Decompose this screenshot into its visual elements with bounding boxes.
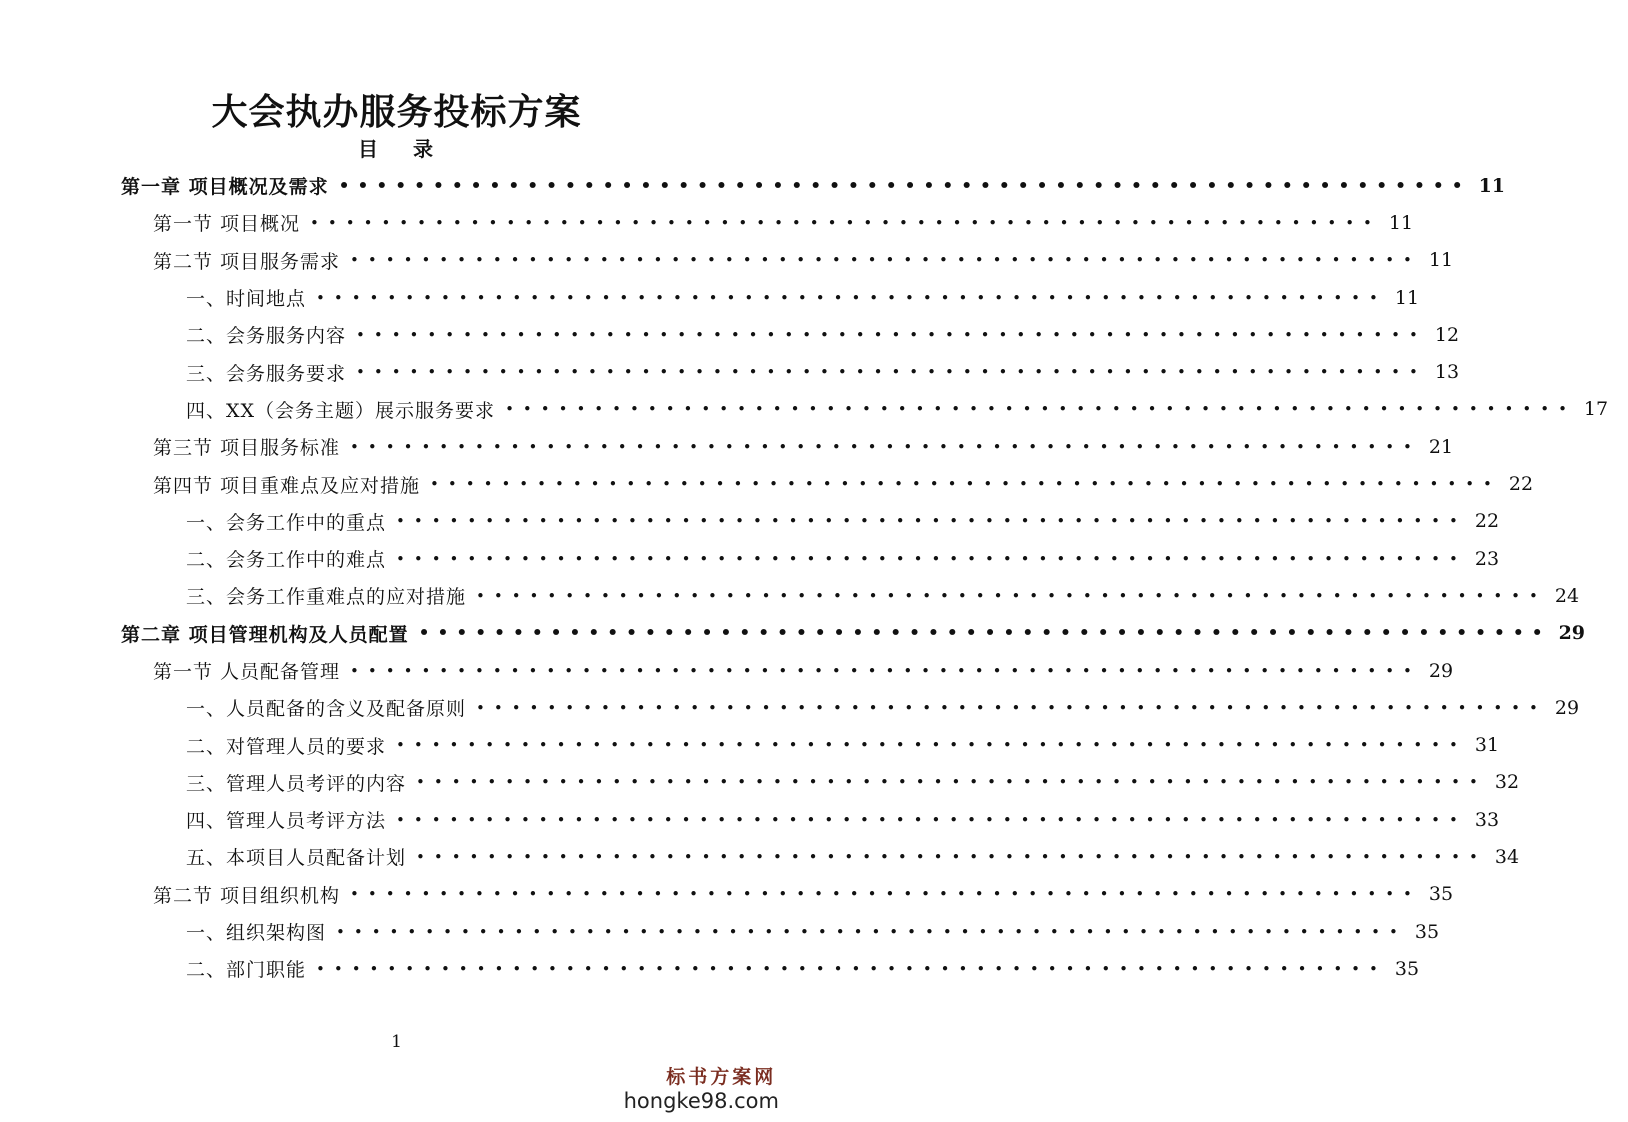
toc-entry[interactable] (0, 801, 1500, 838)
toc-entry-title: 四、管理人员考评方法 (186, 810, 387, 833)
toc-entry-title: 三、会务工作重难点的应对措施 (186, 586, 467, 609)
toc-entry[interactable] (0, 279, 1420, 316)
toc-leader-dots: •••••••••••••••••••••••••••••••••••••••••••••••••••••••••••• (350, 437, 1421, 456)
toc-entry[interactable] (0, 204, 1414, 241)
toc-leader-dots: •••••••••••••••••••••••••••••••••••••••••••••••••••••••••••• (336, 922, 1407, 941)
toc-entry-title: 二、部门职能 (186, 959, 307, 982)
toc-leader-dots: •••••••••••••••••••••••••••••••••••••••••••••••••••••••••••• (356, 363, 1427, 382)
toc-leader-dots: •••••••••••••••••••••••••••••••••••••••••••••••••••••••••••• (310, 213, 1381, 232)
toc-leader-dots: •••••••••••••••••••••••••••••••••••••••••••••••••••••••••••• (430, 475, 1501, 494)
toc-entry-title: 第三节 项目服务标准 (153, 437, 341, 460)
toc-leader-dots: •••••••••••••••••••••••••••••••••••••••••••••••••••••••••••• (416, 773, 1487, 792)
toc-leader-dots: •••••••••••••••••••••••••••••••••••••••••••••••••••••••••••• (396, 549, 1467, 568)
toc-entry-page: 35 (1414, 920, 1440, 943)
toc-entry-page: 31 (1474, 734, 1500, 757)
toc-entry[interactable] (0, 652, 1454, 689)
watermark-url: hongke98.com (623, 1089, 779, 1113)
toc-leader-dots: •••••••••••••••••••••••••••••••••••••••••••••••••••••••••••• (476, 586, 1547, 605)
watermark (624, 1068, 779, 1112)
toc-entry-page: 22 (1508, 473, 1534, 496)
toc-entry-page: 34 (1494, 845, 1520, 868)
toc-leader-dots: •••••••••••••••••••••••••••••••••••••••••••••••••••••••••••• (350, 661, 1421, 680)
toc-leader-dots: •••••••••••••••••••••••••••••••••••••••••••••••••••••••••••• (338, 175, 1471, 196)
toc-entry[interactable] (0, 316, 1460, 353)
toc-entry[interactable] (0, 167, 1506, 204)
toc-leader-dots: •••••••••••••••••••••••••••••••••••••••••••••••••••••••••••• (396, 736, 1467, 755)
toc-entry-title: 五、本项目人员配备计划 (186, 847, 407, 870)
toc-entry-title: 一、人员配备的含义及配备原则 (186, 698, 467, 721)
toc-entry-title: 二、对管理人员的要求 (186, 735, 387, 758)
toc-entry-page: 22 (1474, 510, 1500, 533)
toc-entry-title: 一、会务工作中的重点 (186, 511, 387, 534)
toc-entry-title: 第一节 人员配备管理 (153, 661, 341, 683)
toc-entry-page: 21 (1428, 435, 1454, 458)
toc-entry[interactable] (0, 465, 1534, 502)
toc-entry-page: 11 (1388, 211, 1414, 234)
toc-leader-dots: •••••••••••••••••••••••••••••••••••••••••••••••••••••••••••• (316, 959, 1387, 978)
toc-leader-dots: •••••••••••••••••••••••••••••••••••••••••••••••••••••••••••• (396, 512, 1467, 531)
toc-entry[interactable] (0, 950, 1420, 987)
toc-entry[interactable] (0, 540, 1500, 577)
toc-entry-page: 29 (1558, 622, 1586, 645)
toc-entry-title: 三、会务服务要求 (186, 362, 347, 385)
toc-entry-title: 一、时间地点 (186, 288, 307, 311)
page-number: 1 (391, 1032, 402, 1052)
toc-entry-title: 四、XX（会务主题）展示服务要求 (186, 399, 496, 422)
document-title: 大会执办服务投标方案 (211, 91, 582, 133)
toc-entry[interactable] (0, 503, 1500, 540)
toc-entry-title: 一、组织架构图 (186, 922, 327, 945)
toc-entry-title: 第二节 项目服务需求 (153, 250, 341, 273)
toc-entry[interactable] (0, 726, 1500, 763)
toc-entry[interactable] (0, 615, 1586, 652)
toc-entry[interactable] (0, 428, 1454, 465)
toc-entry-title: 二、会务工作中的难点 (186, 549, 387, 572)
toc-entry-title: 第四节 项目重难点及应对措施 (153, 474, 421, 497)
toc-entry[interactable] (0, 876, 1454, 913)
table-of-contents (0, 167, 1609, 988)
toc-entry[interactable] (0, 764, 1520, 801)
toc-leader-dots: •••••••••••••••••••••••••••••••••••••••••••••••••••••••••••• (505, 400, 1576, 419)
toc-entry-page: 32 (1494, 771, 1520, 794)
toc-heading: 目 录 (358, 137, 447, 161)
toc-leader-dots: •••••••••••••••••••••••••••••••••••••••••••••••••••••••••••• (416, 847, 1487, 866)
toc-entry-title: 三、管理人员考评的内容 (186, 772, 407, 795)
toc-entry-page: 13 (1434, 361, 1460, 384)
toc-entry-title: 二、会务服务内容 (186, 325, 347, 348)
toc-leader-dots: •••••••••••••••••••••••••••••••••••••••••••••••••••••••••••• (356, 325, 1427, 344)
toc-entry-title: 第二章 项目管理机构及人员配置 (121, 623, 409, 646)
toc-leader-dots: •••••••••••••••••••••••••••••••••••••••••••••••••••••••••••• (396, 810, 1467, 829)
toc-entry-title: 第二节 项目组织机构 (153, 884, 341, 907)
toc-entry-title: 第一节 项目概况 (153, 213, 301, 236)
toc-entry[interactable] (0, 913, 1440, 950)
toc-entry-page: 35 (1394, 957, 1420, 980)
toc-entry-page: 29 (1428, 659, 1454, 682)
toc-entry[interactable] (0, 577, 1580, 614)
toc-entry[interactable] (0, 391, 1609, 428)
toc-entry-page: 29 (1554, 696, 1580, 719)
toc-leader-dots: •••••••••••••••••••••••••••••••••••••••••••••••••••••••••••• (476, 698, 1547, 717)
toc-entry-page: 23 (1474, 547, 1500, 570)
toc-entry-page: 24 (1554, 584, 1580, 607)
toc-entry[interactable] (0, 689, 1580, 726)
toc-entry-title: 第一章 项目概况及需求 (121, 176, 329, 199)
toc-leader-dots: •••••••••••••••••••••••••••••••••••••••••••••••••••••••••••• (418, 623, 1551, 644)
toc-entry-page: 33 (1474, 808, 1500, 831)
toc-entry[interactable] (0, 838, 1520, 875)
toc-entry[interactable] (0, 353, 1460, 390)
toc-entry-page: 17 (1583, 398, 1609, 421)
toc-entry[interactable] (0, 242, 1454, 279)
toc-leader-dots: •••••••••••••••••••••••••••••••••••••••••••••••••••••••••••• (350, 251, 1421, 270)
toc-entry-page: 35 (1428, 883, 1454, 906)
toc-entry-page: 11 (1428, 249, 1454, 272)
toc-entry-page: 11 (1478, 174, 1506, 197)
toc-leader-dots: •••••••••••••••••••••••••••••••••••••••••••••••••••••••••••• (350, 885, 1421, 904)
toc-entry-page: 12 (1434, 323, 1460, 346)
toc-entry-page: 11 (1394, 286, 1420, 309)
watermark-name: 标书方案网 (666, 1066, 777, 1088)
toc-leader-dots: •••••••••••••••••••••••••••••••••••••••••••••••••••••••••••• (316, 288, 1387, 307)
